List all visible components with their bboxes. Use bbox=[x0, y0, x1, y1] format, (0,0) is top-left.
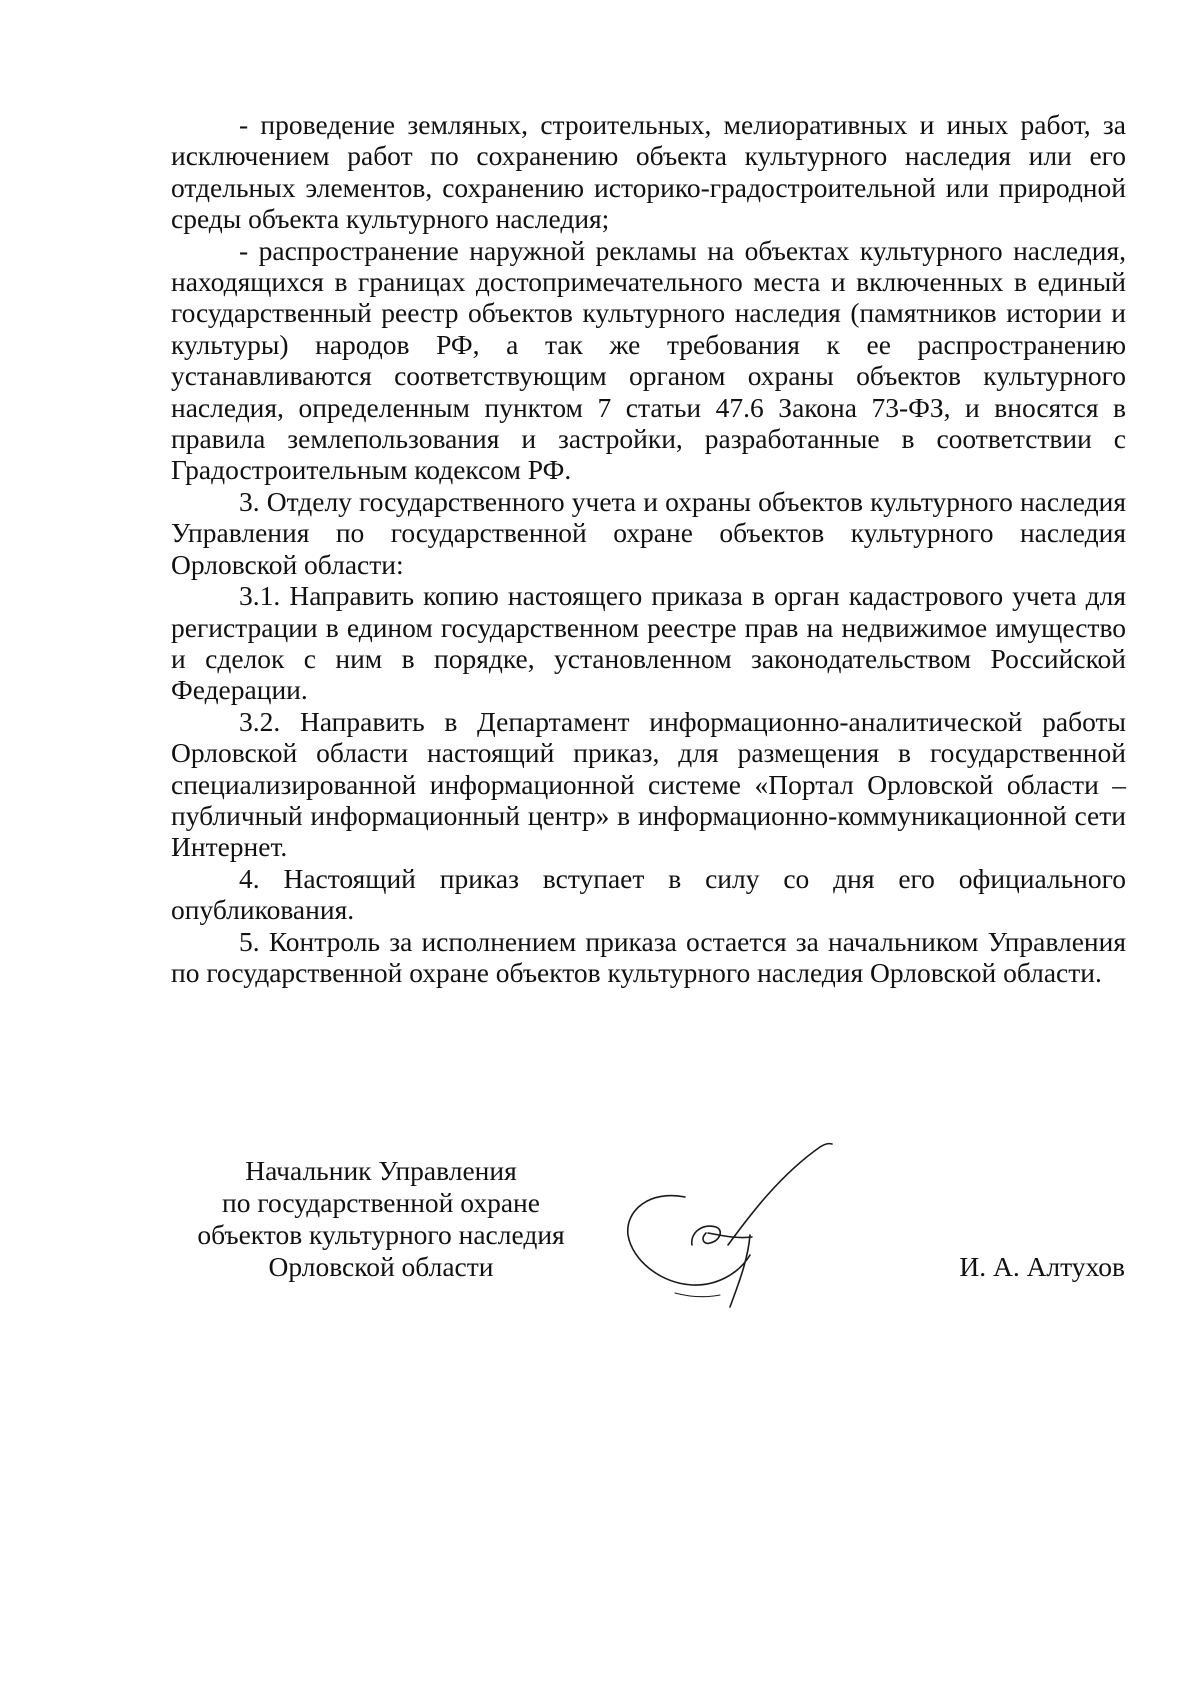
paragraph-item-4: 4. Настоящий приказ вступает в силу со дня его официального опубликования. bbox=[171, 862, 1126, 926]
paragraph-item-3-2: 3.2. Направить в Департамент информационно-аналитической работы Орловской области настоящий приказ, для размещения в государственной специализированной информационной системе «Портал Орловской области – публичный информационный центр» в информационно-коммуникационной сети Интернет. bbox=[171, 705, 1126, 863]
signatory-title-line: по государственной охране bbox=[222, 1187, 540, 1218]
paragraph-item-5: 5. Контроль за исполнением приказа остается за начальником Управления по государственной охране объектов культурного наследия Орловской области. bbox=[171, 925, 1126, 988]
signatory-title-line: Орловской области bbox=[268, 1251, 494, 1282]
paragraph-item-3: 3. Отделу государственного учета и охраны объектов культурного наследия Управления по государственной охране объектов культурного наследия Орловской области: bbox=[171, 485, 1126, 580]
signer-name: И. А. Алтухов bbox=[959, 1251, 1125, 1282]
signatory-title-line: объектов культурного наследия bbox=[197, 1219, 565, 1250]
signatory-title bbox=[171, 1155, 591, 1283]
signatory-title-line: Начальник Управления bbox=[245, 1155, 517, 1186]
handwritten-signature-icon bbox=[620, 1135, 860, 1315]
paragraph-advertising-restriction: - распространение наружной рекламы на объектах культурного наследия, находящихся в границах достопримечательного места и включенных в единый государственный реестр объектов культурного наследия (памятников истории и культуры) народов РФ, а так же требования к ее распространению устанавливаются соответствующим органом охраны объектов культурного наследия, определенным пунктом 7 статьи 47.6 Закона 73-ФЗ, и вносятся в правила землепользования и застройки, разработанные в соответствии с Градостроительным кодексом РФ. bbox=[171, 234, 1126, 486]
paragraph-earthworks-restriction: - проведение земляных, строительных, мелиоративных и иных работ, за исключением работ по сохранению объекта культурного наследия или его отдельных элементов, сохранению историко-градостроительной или природной среды объекта культурного наследия; bbox=[171, 109, 1126, 235]
document-body bbox=[171, 109, 1126, 988]
paragraph-item-3-1: 3.1. Направить копию настоящего приказа в орган кадастрового учета для регистрации в едином государственном реестре прав на недвижимое имущество и сделок с ним в порядке, установленном законодательством Российской Федерации. bbox=[171, 580, 1126, 706]
